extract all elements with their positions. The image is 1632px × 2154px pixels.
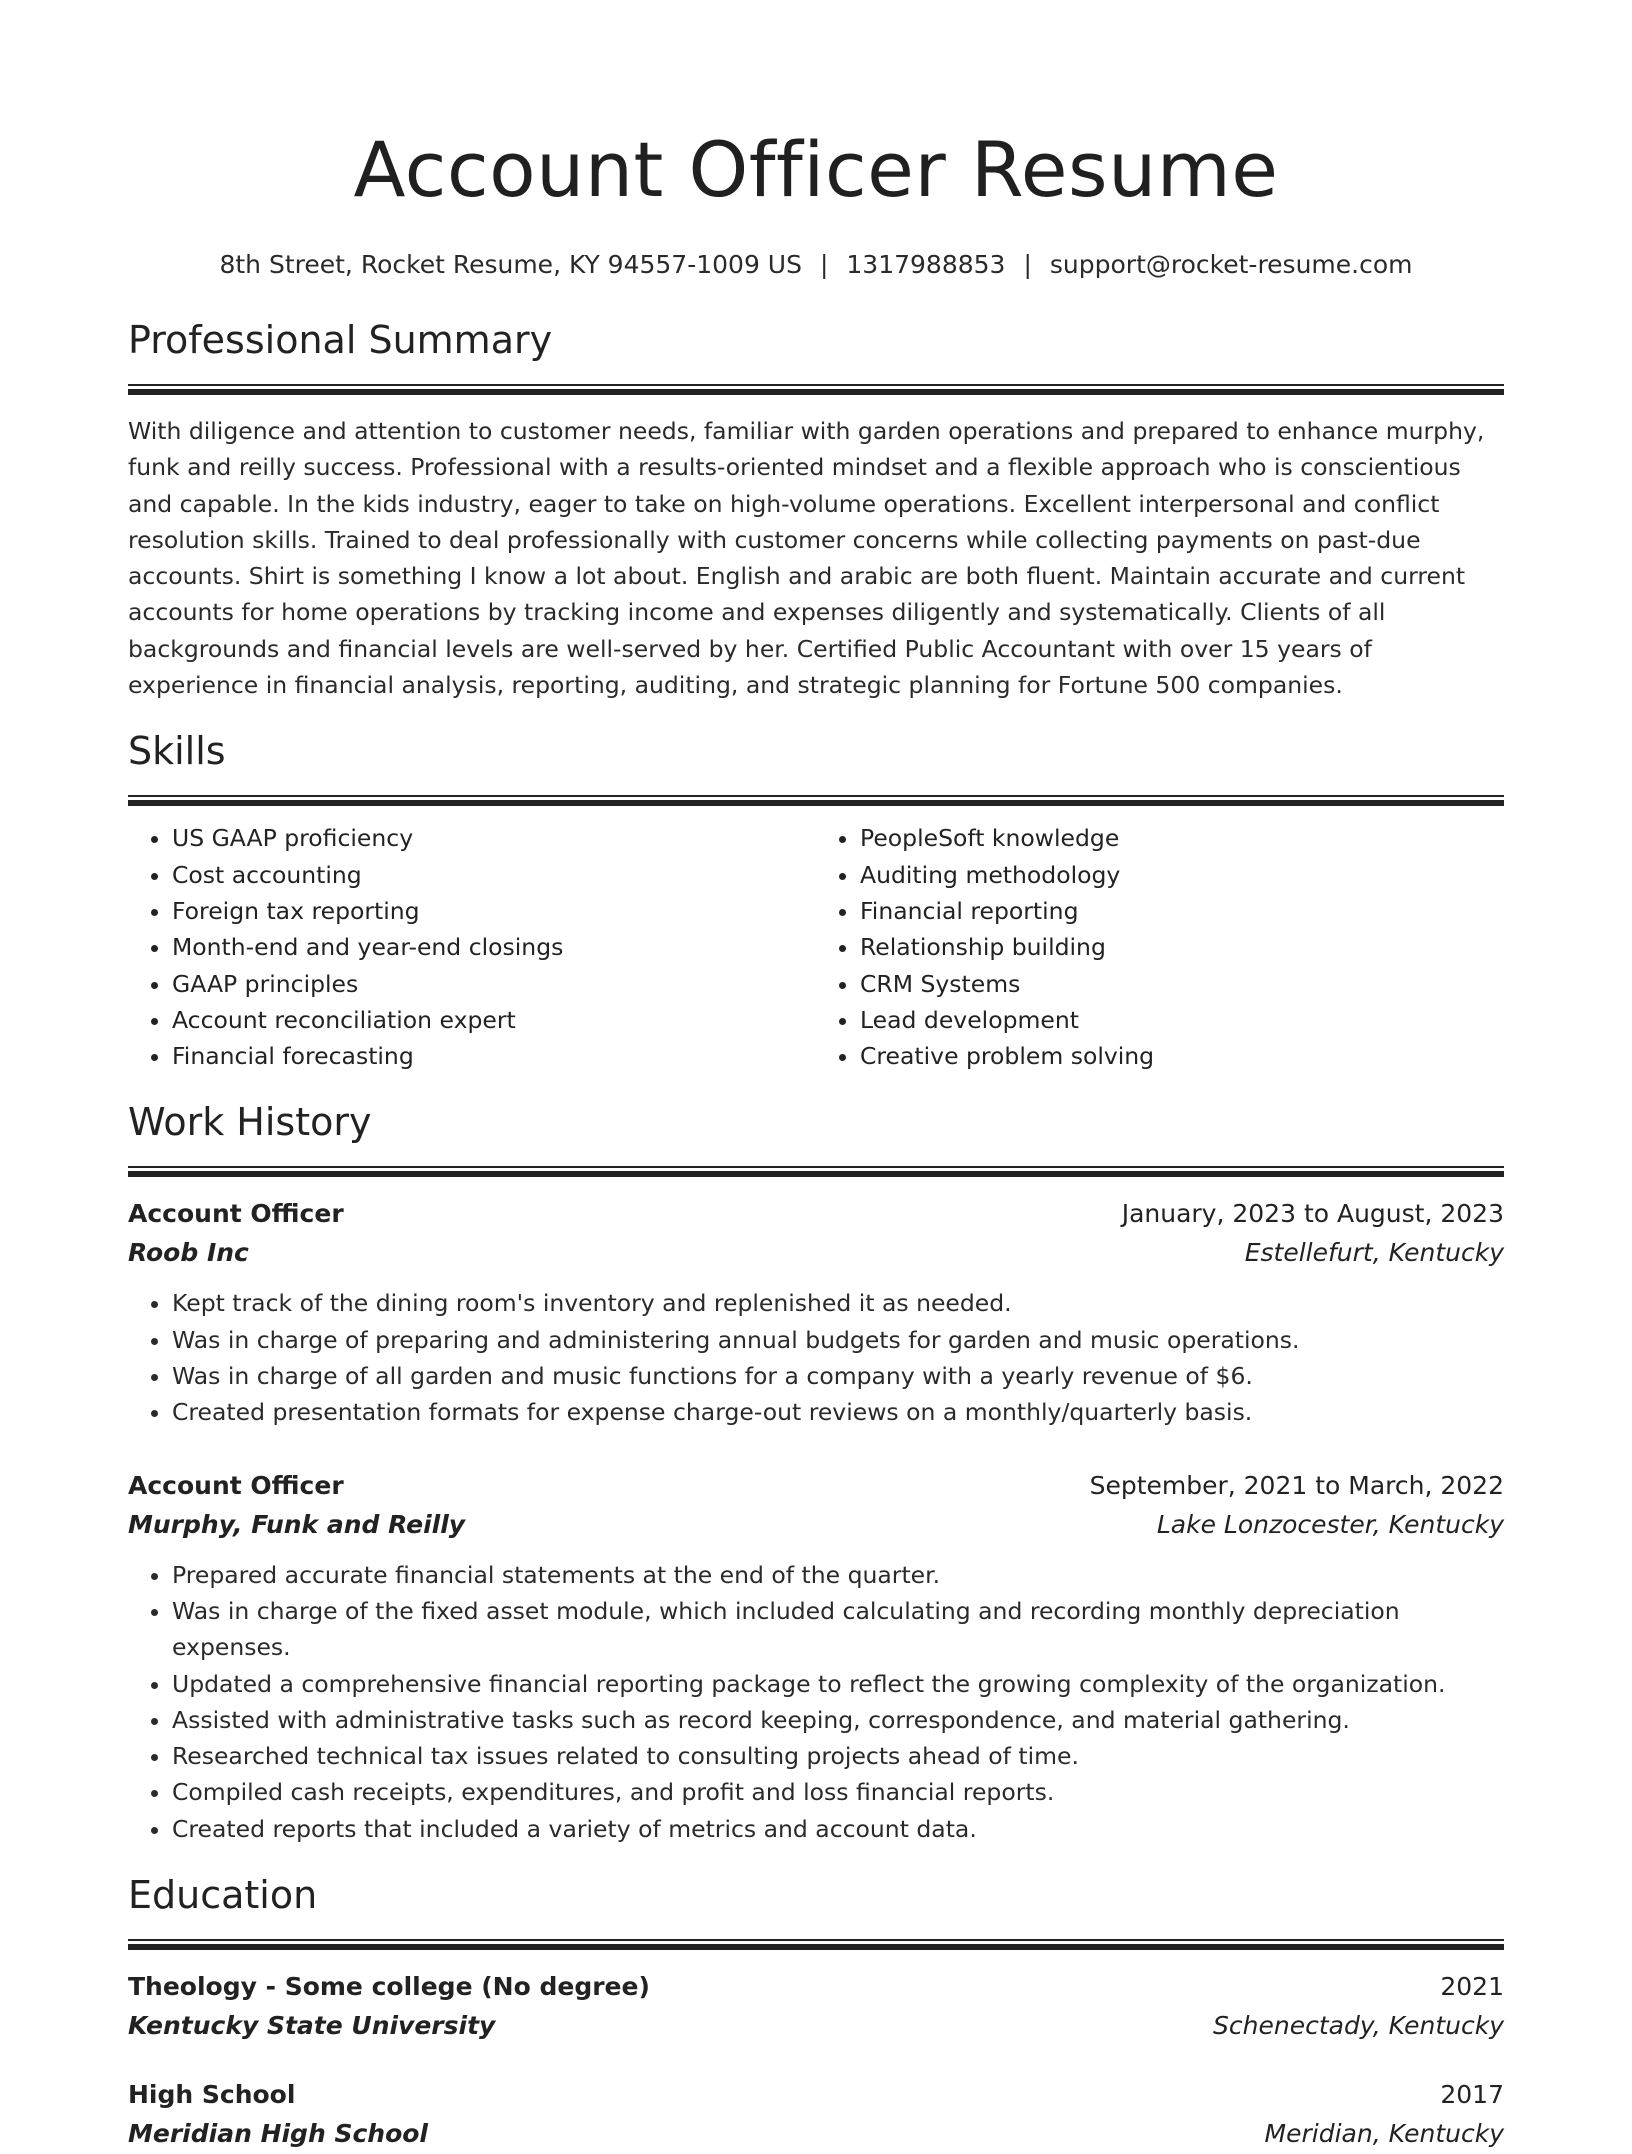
- education-school-row: [128, 2114, 1504, 2154]
- job-location: Estellefurt, Kentucky: [1244, 1238, 1504, 1268]
- education-location: Schenectady, Kentucky: [1213, 2011, 1504, 2041]
- contact-line: [128, 248, 1504, 282]
- skill-item: • Financial reporting: [860, 893, 1504, 929]
- education-location: Meridian, Kentucky: [1264, 2119, 1504, 2149]
- skill-item: • Lead development: [860, 1002, 1504, 1038]
- skill-item: • Account reconciliation expert: [172, 1002, 816, 1038]
- skills-list-right: [816, 820, 1504, 1074]
- job-dates: January, 2023 to August, 2023: [1121, 1199, 1504, 1229]
- job-company: Roob Inc: [128, 1238, 249, 1268]
- job-location: Lake Lonzocester, Kentucky: [1156, 1509, 1504, 1539]
- skill-item: • Cost accounting: [172, 857, 816, 893]
- skill-item: • GAAP principles: [172, 966, 816, 1002]
- skills-columns: [128, 820, 1504, 1074]
- education-school-row: [128, 2006, 1504, 2046]
- job-duty: • Was in charge of the fixed asset module, which included calculating and recording monthly depreciation expenses.: [172, 1593, 1504, 1666]
- job-duty: • Researched technical tax issues related to consulting projects ahead of time.: [172, 1738, 1504, 1774]
- job-duty: • Was in charge of all garden and music functions for a company with a yearly revenue of $6.: [172, 1358, 1504, 1394]
- education-year: 2017: [1440, 2080, 1504, 2110]
- job-duty: • Updated a comprehensive financial reporting package to reflect the growing complexity of the organization.: [172, 1666, 1504, 1702]
- education-entry: [128, 1968, 1504, 2046]
- skill-item: • Month-end and year-end closings: [172, 929, 816, 965]
- skill-item: • Creative problem solving: [860, 1038, 1504, 1074]
- summary-heading: Professional Summary: [128, 318, 553, 362]
- section-divider: [128, 384, 1504, 395]
- job-title: Account Officer: [128, 1199, 344, 1229]
- section-divider: [128, 1939, 1504, 1950]
- education-header-row: [128, 1968, 1504, 2006]
- job-entry: [128, 1195, 1504, 1430]
- job-duties-list: [128, 1285, 1504, 1430]
- job-duties-list: [128, 1557, 1504, 1847]
- job-duty: • Created presentation formats for expense charge-out reviews on a monthly/quarterly basis.: [172, 1394, 1504, 1430]
- contact-phone: 1317988853: [846, 250, 1006, 279]
- education-header-row: [128, 2076, 1504, 2114]
- job-duty: • Was in charge of preparing and administering annual budgets for garden and music operations.: [172, 1322, 1504, 1358]
- job-entry: [128, 1467, 1504, 1847]
- contact-email: support@rocket-resume.com: [1049, 250, 1413, 279]
- work-history-heading: Work History: [128, 1100, 372, 1145]
- section-divider: [128, 1166, 1504, 1177]
- job-header-row: [128, 1467, 1504, 1505]
- skill-item: • CRM Systems: [860, 966, 1504, 1002]
- skills-section: [128, 727, 1504, 1074]
- job-title: Account Officer: [128, 1470, 344, 1500]
- education-entry: [128, 2076, 1504, 2154]
- skill-item: • Relationship building: [860, 929, 1504, 965]
- summary-text: With diligence and attention to customer needs, familiar with garden operations and prepared to enhance murphy, funk and reilly success. Professional with a results-oriented mindset and a flexible approach who is conscientious and capable. In the kids industry, eager to take on high-volume operations. Excellent interpersonal and conflict resolution skills. Trained to deal professionally with customer concerns while collecting payments on past-due accounts. Shirt is something I know a lot about. English and arabic are both fluent. Maintain accurate and current accounts for home operations by tracking income and expenses diligently and systematically. Clients of all backgrounds and financial levels are well-served by her. Certified Public Accountant with over 15 years of experience in financial analysis, reporting, auditing, and strategic planning for Fortune 500 companies.: [128, 417, 1485, 700]
- job-header-row: [128, 1195, 1504, 1233]
- job-duty: • Created reports that included a variety of metrics and account data.: [172, 1811, 1504, 1847]
- job-duty: • Compiled cash receipts, expenditures, and profit and loss financial reports.: [172, 1774, 1504, 1810]
- education-school: Kentucky State University: [128, 2011, 496, 2041]
- job-dates: September, 2021 to March, 2022: [1089, 1470, 1504, 1500]
- work-history-section: [128, 1098, 1504, 1847]
- job-duty: • Prepared accurate financial statements at the end of the quarter.: [172, 1557, 1504, 1593]
- job-duty: • Assisted with administrative tasks such as record keeping, correspondence, and material gathering.: [172, 1702, 1504, 1738]
- contact-address: 8th Street, Rocket Resume, KY 94557-1009 US: [219, 250, 802, 279]
- summary-section: [128, 316, 1504, 703]
- education-degree: High School: [128, 2080, 296, 2110]
- skill-item: • PeopleSoft knowledge: [860, 820, 1504, 856]
- contact-separator: |: [1023, 250, 1032, 279]
- skill-item: • Financial forecasting: [172, 1038, 816, 1074]
- education-degree: Theology - Some college (No degree): [128, 1972, 650, 2002]
- skills-list-left: [128, 820, 816, 1074]
- education-heading: Education: [128, 1873, 318, 1918]
- education-school: Meridian High School: [128, 2119, 428, 2149]
- education-year: 2021: [1440, 1972, 1504, 2002]
- skill-item: • Foreign tax reporting: [172, 893, 816, 929]
- job-company: Murphy, Funk and Reilly: [128, 1509, 466, 1539]
- job-company-row: [128, 1233, 1504, 1273]
- skill-item: • Auditing methodology: [860, 857, 1504, 893]
- skills-heading: Skills: [128, 729, 226, 774]
- resume-title: Account Officer Resume: [353, 125, 1279, 214]
- contact-separator: |: [819, 250, 829, 279]
- job-duty: • Kept track of the dining room's inventory and replenished it as needed.: [172, 1285, 1504, 1321]
- section-divider: [128, 795, 1504, 806]
- job-company-row: [128, 1505, 1504, 1545]
- skill-item: • US GAAP proficiency: [172, 820, 816, 856]
